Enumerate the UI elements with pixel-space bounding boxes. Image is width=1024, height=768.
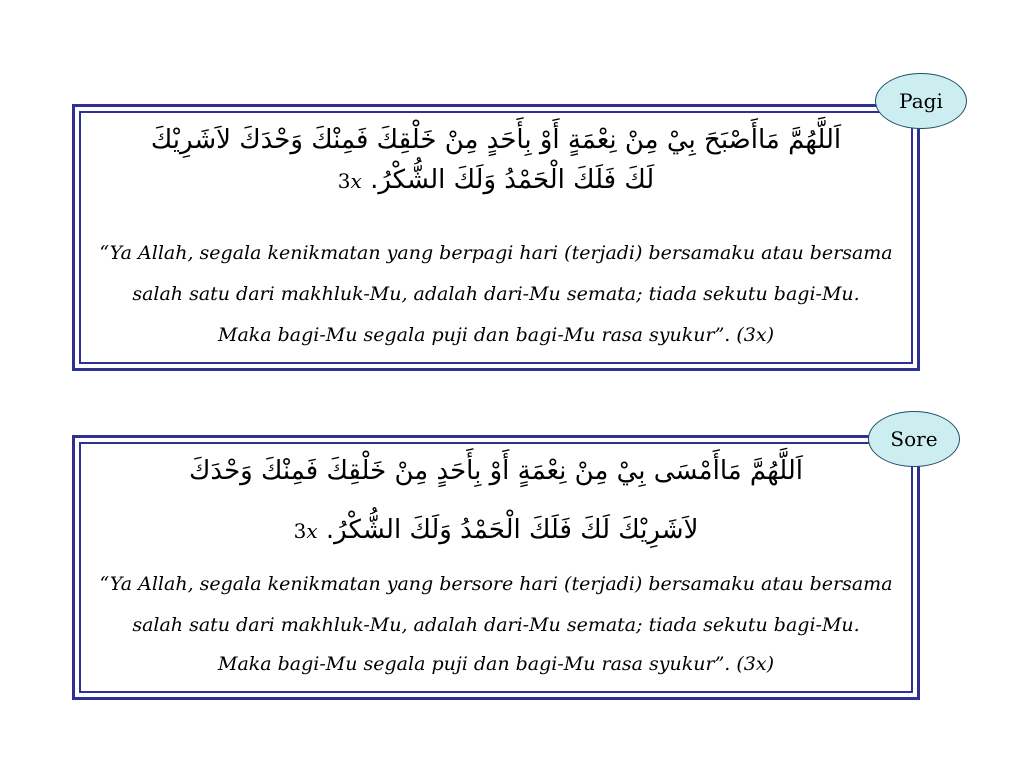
repeat-count [338, 169, 362, 193]
arabic-line-2 [85, 165, 907, 196]
translation-line-3: Maka bagi-Mu segala puji dan bagi-Mu rasa syukur”. (3x) [217, 653, 775, 675]
translation-line-1: “Ya Allah, segala kenikmatan yang berpagi hari (terjadi) bersamaku atau bersama [99, 242, 893, 264]
pagi-badge [875, 73, 967, 129]
translation-line-2: salah satu dari makhluk-Mu, adalah dari-Mu semata; tiada sekutu bagi-Mu. [132, 614, 860, 636]
translation-line-1: “Ya Allah, segala kenikmatan yang bersore hari (terjadi) bersamaku atau bersama [99, 573, 893, 595]
translation-line-3: Maka bagi-Mu segala puji dan bagi-Mu rasa syukur”. (3x) [217, 324, 775, 346]
arabic-line-1: اَللَّهُمَّ مَاأَمْسَى بِيْ مِنْ نِعْمَةٍ أَوْ بِأَحَدٍ مِنْ خَلْقِكَ فَمِنْكَ وَحْدَكَ [189, 456, 803, 486]
repeat-count [294, 519, 318, 543]
repeat-x: x [350, 169, 362, 193]
repeat-number: 3 [293, 519, 307, 543]
badge-label: Pagi [899, 89, 943, 113]
evening-prayer-card [72, 435, 920, 700]
arabic-line-1: اَللَّهُمَّ مَاأَصْبَحَ بِيْ مِنْ نِعْمَةٍ أَوْ بِأَحَدٍ مِنْ خَلْقِكَ فَمِنْكَ وَحْدَكَ لاَشَرِيْكَ [150, 125, 842, 155]
repeat-x: x [306, 519, 318, 543]
arabic-line-2 [85, 515, 907, 546]
badge-label: Sore [890, 427, 938, 451]
arabic-line-2-text: لَكَ فَلَكَ الْحَمْدُ وَلَكَ الشُّكْرُ. [370, 165, 655, 195]
arabic-line-2-text: لاَشَرِيْكَ لَكَ فَلَكَ الْحَمْدُ وَلَكَ الشُّكْرُ. [325, 515, 699, 545]
sore-badge [868, 411, 960, 467]
morning-prayer-card [72, 104, 920, 371]
repeat-number: 3 [337, 169, 351, 193]
translation-line-2: salah satu dari makhluk-Mu, adalah dari-Mu semata; tiada sekutu bagi-Mu. [132, 283, 860, 305]
